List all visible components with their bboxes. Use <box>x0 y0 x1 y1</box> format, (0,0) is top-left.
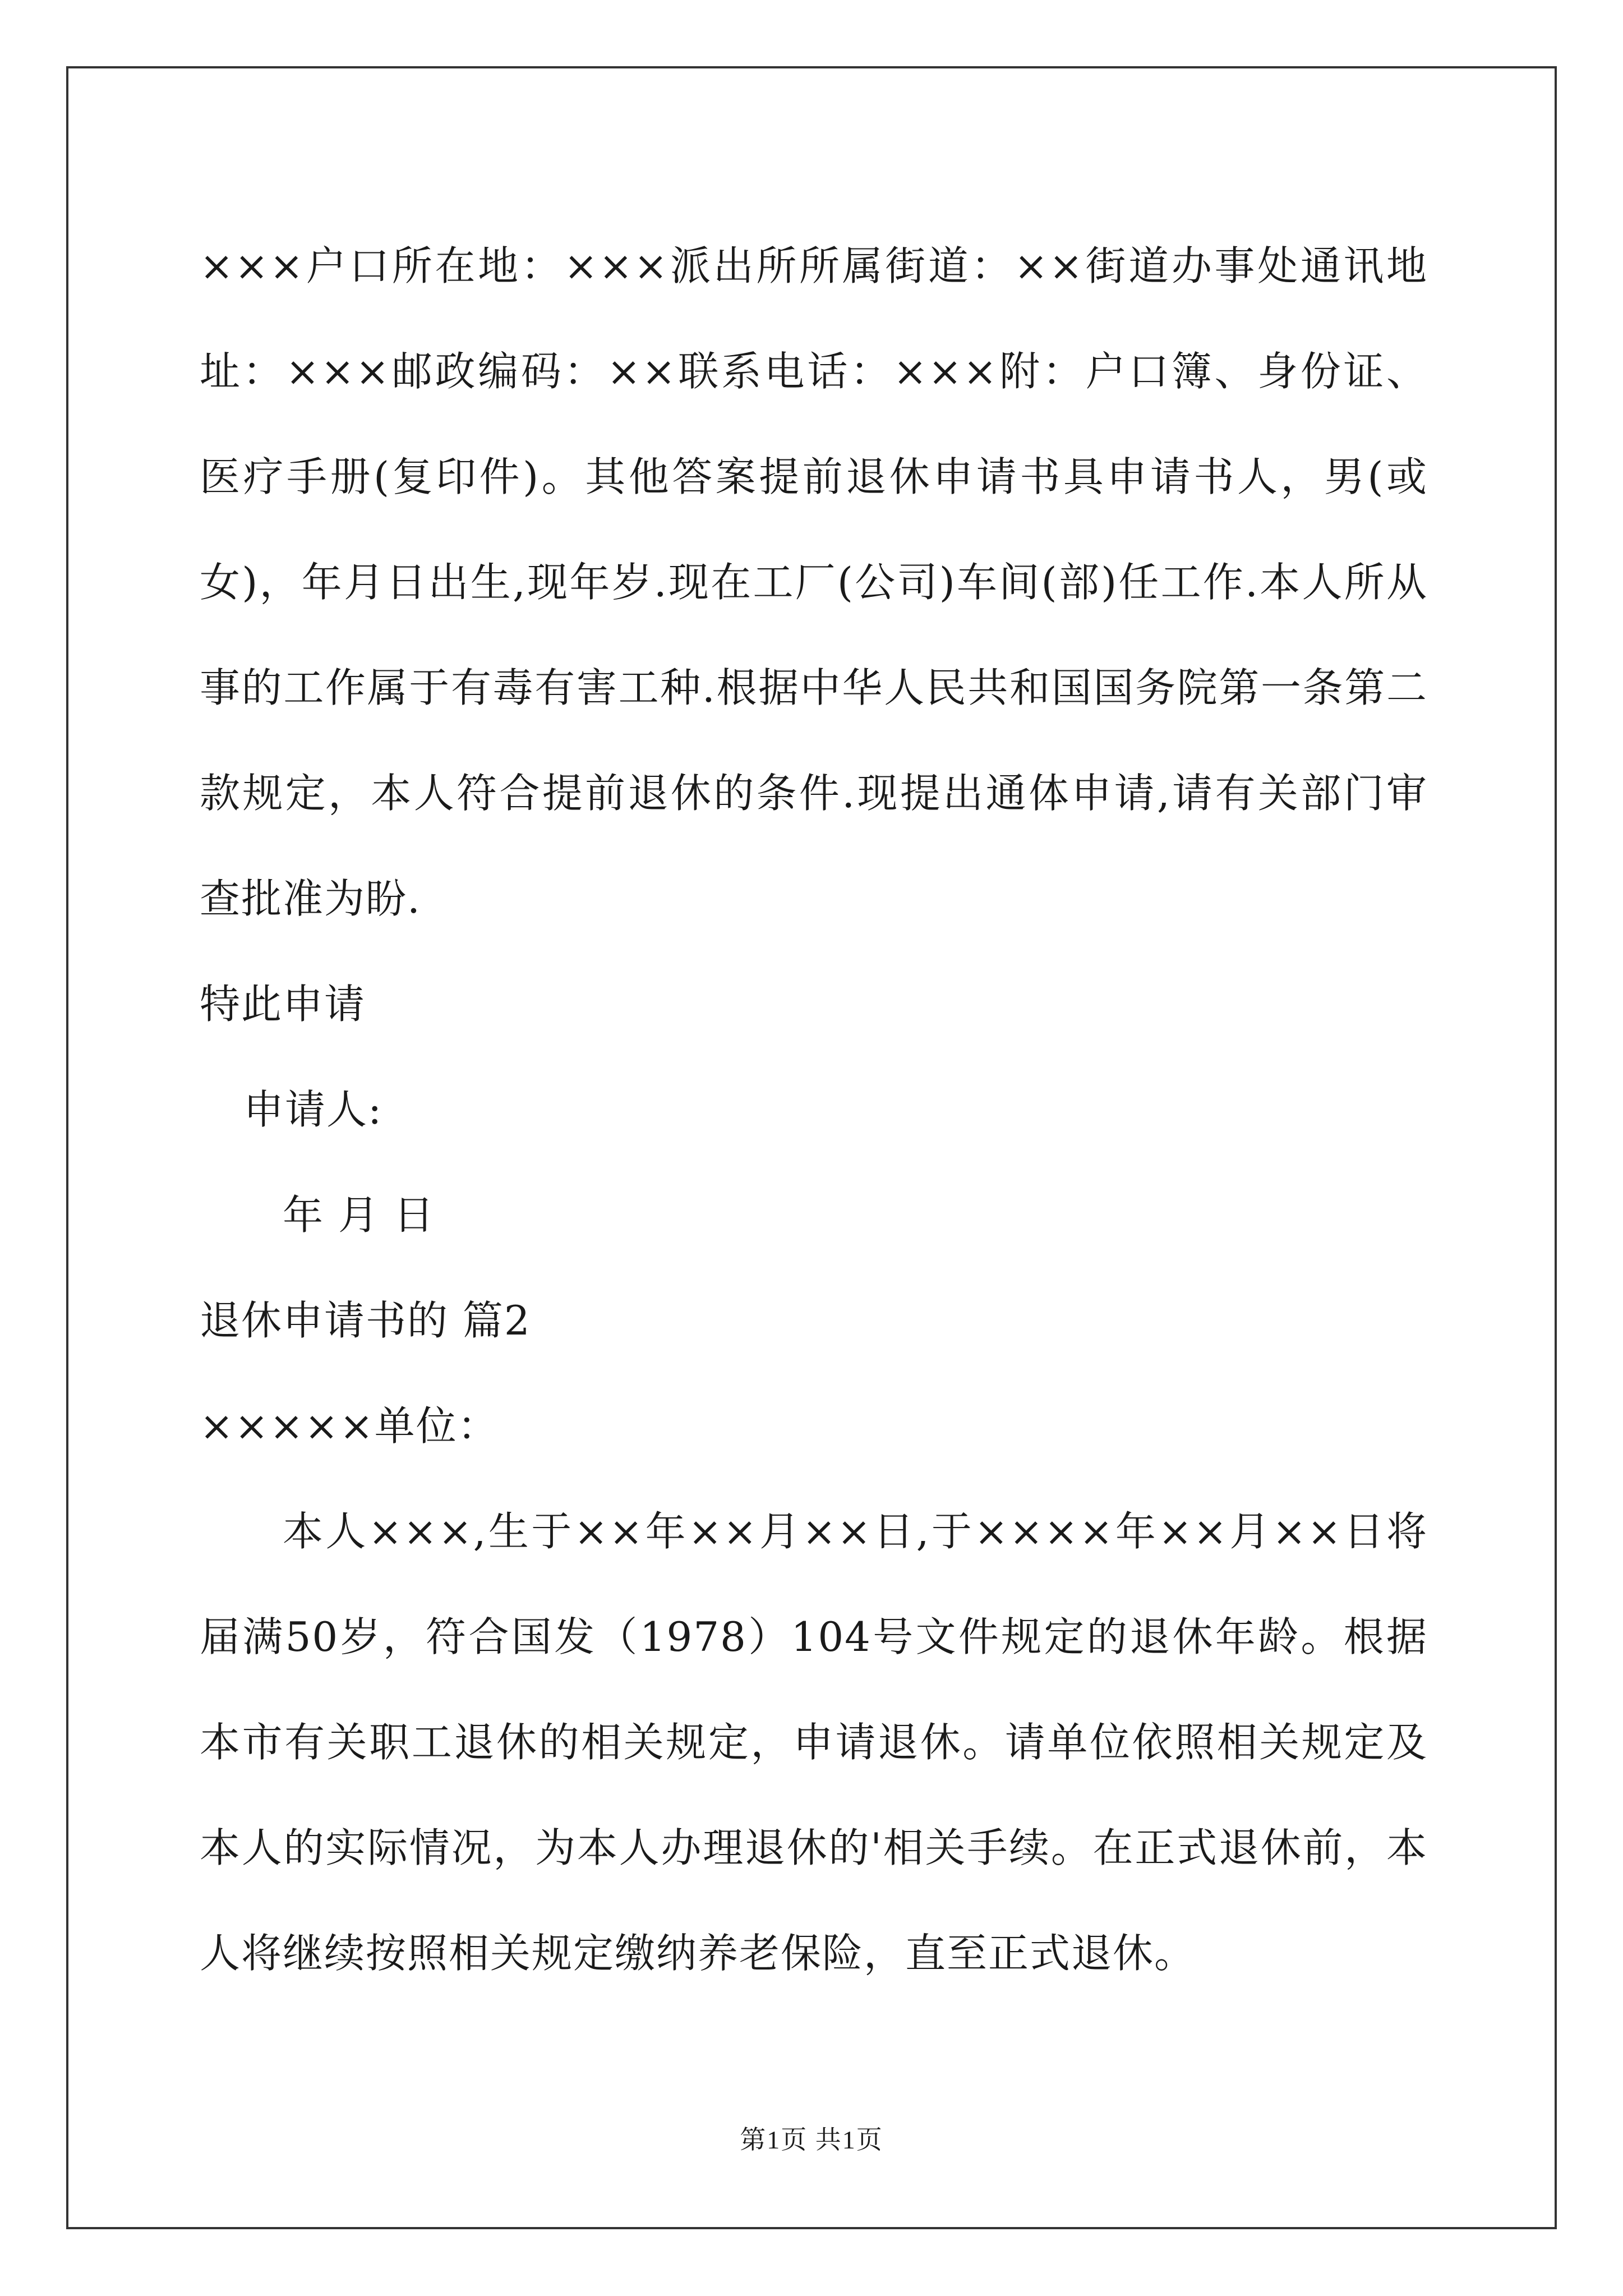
paragraph-closing: 特此申请 <box>200 981 366 1028</box>
document-body <box>200 213 1428 2006</box>
section-heading: 退休申请书的 篇2 <box>200 1297 531 1344</box>
applicant-signature-line: 申请人: <box>243 1086 383 1133</box>
paragraph-application-details: ×××户口所在地：×××派出所所属街道：××街道办事处通讯地址：×××邮政编码：××联系电话：×××附：户口簿、身份证、医疗手册(复印件)。其他答案提前退休申请书具申请书人，男(或女)，年月日出生,现年岁.现在工厂(公司)车间(部)任工作.本人所从事的工作属于有毒有害工种.根据中华人民共和国国务院第一条第二款规定，本人符合提前退休的条件.现提出通体申请,请有关部门审查批准为盼. <box>200 242 1428 922</box>
recipient-line: ×××××单位： <box>200 1402 499 1450</box>
page-number: 第1页 共1页 <box>740 2125 883 2154</box>
paragraph-retirement-request: 本人×××,生于××年××月××日,于××××年××月××日将届满50岁，符合国发（1978）104号文件规定的退休年龄。根据本市有关职工退休的相关规定，申请退休。请单位依照相关规定及本人的实际情况，为本人办理退休的'相关手续。在正式退休前，本人将继续按照相关规定缴纳养老保险，直至正式退休。 <box>200 1508 1428 1977</box>
date-line: 年 月 日 <box>283 1191 435 1239</box>
